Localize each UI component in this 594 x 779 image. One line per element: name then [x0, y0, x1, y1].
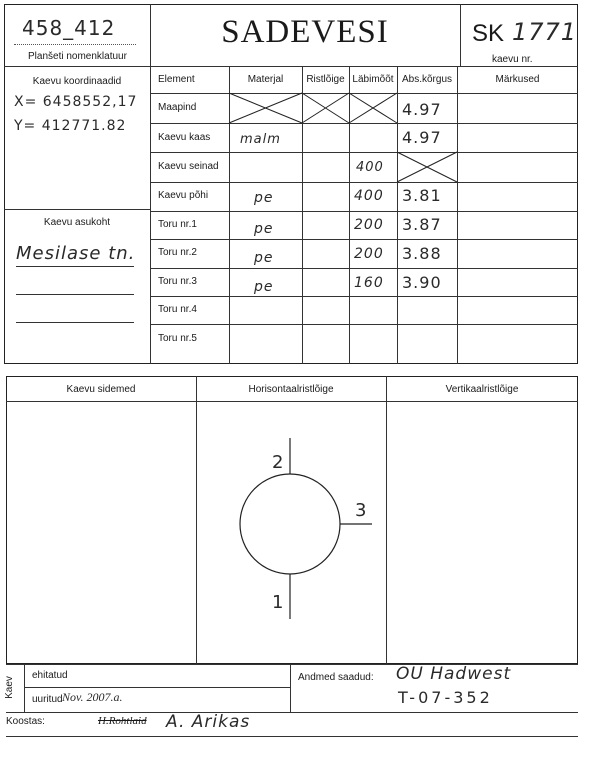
th-notes: Märkused	[495, 74, 540, 85]
nomenclature-value: 458_412	[22, 16, 116, 40]
coordinate-x: X= 6458552,17	[14, 94, 138, 110]
location-label: Kaevu asukoht	[43, 217, 111, 228]
row-2-element: Kaevu seinad	[158, 161, 219, 172]
composed-line	[6, 736, 578, 737]
data-source-company: OÜ Hadwest	[396, 664, 512, 684]
row-1-element: Kaevu kaas	[158, 132, 211, 143]
composed-label: Koostas:	[6, 716, 45, 727]
location-value: Mesilase tn.	[16, 243, 136, 264]
footer-mid-line	[24, 687, 290, 688]
nomenclature-label: Planšeti nomenklatuur	[28, 51, 127, 62]
row-5-diameter: 200	[354, 246, 384, 262]
row-1-material: malm	[240, 132, 281, 147]
section-connections-label: Kaevu sidemed	[66, 384, 136, 395]
th-cross-section: Ristlõige	[306, 74, 345, 85]
footer-mid-divider	[290, 664, 291, 712]
row-4-height: 3.87	[402, 215, 442, 234]
data-source-label: Andmed saadud:	[298, 672, 374, 683]
section-vertical-label: Vertikaalristlõige	[445, 384, 519, 395]
coordinates-label: Kaevu koordinaadid	[32, 76, 122, 87]
row-3-material: pe	[254, 190, 274, 206]
row-3-diameter: 400	[354, 188, 384, 204]
section-horizontal-label: Horisontaalristlõige	[248, 384, 334, 395]
built-label: ehitatud	[32, 670, 68, 681]
composed-printed-name: H.Rohtlaid	[98, 715, 147, 727]
row-4-material: pe	[254, 221, 274, 237]
th-abs-height: Abs.kõrgus	[401, 74, 453, 85]
coordinate-y: Y= 412771.82	[14, 118, 127, 134]
row-6-diameter: 160	[354, 275, 384, 291]
row-3-element: Kaevu põhi	[158, 190, 209, 201]
th-element: Element	[158, 74, 195, 85]
th-material: Materjal	[247, 74, 284, 85]
pipe-2-number: 2	[272, 452, 285, 473]
form-title: SADEVESI	[221, 14, 389, 50]
row-1-height: 4.97	[402, 128, 442, 147]
row-2-diameter: 400	[356, 160, 384, 175]
data-source-code: T-07-352	[398, 688, 493, 707]
row-3-height: 3.81	[402, 186, 442, 205]
footer-side-divider	[24, 664, 25, 712]
well-label: kaevu nr.	[492, 54, 533, 65]
row-7-element: Toru nr.4	[158, 304, 197, 315]
sections-divider-2	[386, 376, 387, 664]
row-6-height: 3.90	[402, 273, 442, 292]
th-diameter: Läbimõõt	[352, 74, 394, 85]
row-5-height: 3.88	[402, 244, 442, 263]
manhole-cross-section	[196, 401, 386, 664]
row-0-height: 4.97	[402, 100, 442, 119]
row-6-material: pe	[254, 279, 274, 295]
row-0-element: Maapind	[158, 102, 197, 113]
row-5-material: pe	[254, 250, 274, 266]
row-6-element: Toru nr.3	[158, 276, 197, 287]
footer-bottom-line	[6, 712, 578, 713]
row-4-element: Toru nr.1	[158, 219, 197, 230]
composed-handwritten-name: A. Arikas	[166, 712, 251, 732]
row-5-element: Toru nr.2	[158, 247, 197, 258]
row-8-element: Toru nr.5	[158, 333, 197, 344]
row-4-diameter: 200	[354, 217, 384, 233]
pipe-3-number: 3	[355, 500, 368, 521]
footer-side-label: Kaev	[3, 676, 15, 699]
surveyed-value: Nov. 2007.a.	[62, 690, 123, 704]
surveyed-label: uuritud	[32, 694, 63, 705]
well-number: 1771	[512, 18, 578, 46]
well-prefix: SK	[472, 20, 505, 47]
pipe-1-number: 1	[272, 592, 285, 613]
